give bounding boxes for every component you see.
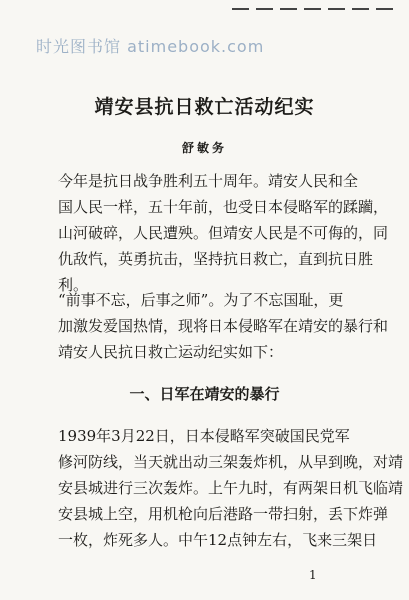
paragraph-line: 安县城进行三次轰炸。上午九时，有两架日机飞临靖	[58, 479, 404, 497]
paragraph-line: 山河破碎，人民遭殃。但靖安人民是不可侮的，同	[58, 224, 389, 242]
dash-mark	[256, 8, 273, 10]
dash-mark	[280, 8, 297, 10]
paragraph-line: 修河防线，当天就出动三架轰炸机，从早到晚，对靖	[58, 453, 404, 471]
page-number: 1	[309, 568, 317, 582]
watermark-text: 时光图书馆 atimebook.com	[36, 37, 265, 56]
paragraph-line: 安县城上空，用机枪向后港路一带扫射，丢下炸弹	[58, 505, 389, 523]
document-title: 靖安县抗日救亡活动纪实	[94, 96, 315, 118]
paragraph-line: 利。	[58, 276, 89, 294]
dash-mark	[328, 8, 345, 10]
section-heading: 一、日军在靖安的暴行	[129, 385, 280, 403]
author-name: 舒敏务	[181, 141, 227, 155]
dash-mark	[304, 8, 321, 10]
paragraph-events	[58, 423, 404, 553]
paragraph-line: 1939年3月22日，日本侵略军突破国民党军	[58, 427, 350, 445]
dash-mark	[232, 8, 249, 10]
paragraph-line: 今年是抗日战争胜利五十周年。靖安人民和全	[58, 172, 359, 190]
dash-mark	[352, 8, 369, 10]
paragraph-purpose	[58, 287, 389, 365]
paragraph-line: 靖安人民抗日救亡运动纪实如下：	[58, 343, 284, 361]
paragraph-line: 一枚，炸死多人。中午12点钟左右，飞来三架日	[58, 531, 378, 549]
paragraph-intro	[58, 168, 389, 298]
dash-mark	[376, 8, 393, 10]
top-edge-dash-marks	[232, 8, 393, 10]
paragraph-line: 仇敌忾，英勇抗击，坚持抗日救亡，直到抗日胜	[58, 250, 374, 268]
paragraph-line: “前事不忘，后事之师”。为了不忘国耻，更	[58, 291, 344, 309]
paragraph-line: 加激发爱国热情，现将日本侵略军在靖安的暴行和	[58, 317, 389, 335]
paragraph-line: 国人民一样，五十年前，也受日本侵略军的蹂躏，	[58, 198, 389, 216]
